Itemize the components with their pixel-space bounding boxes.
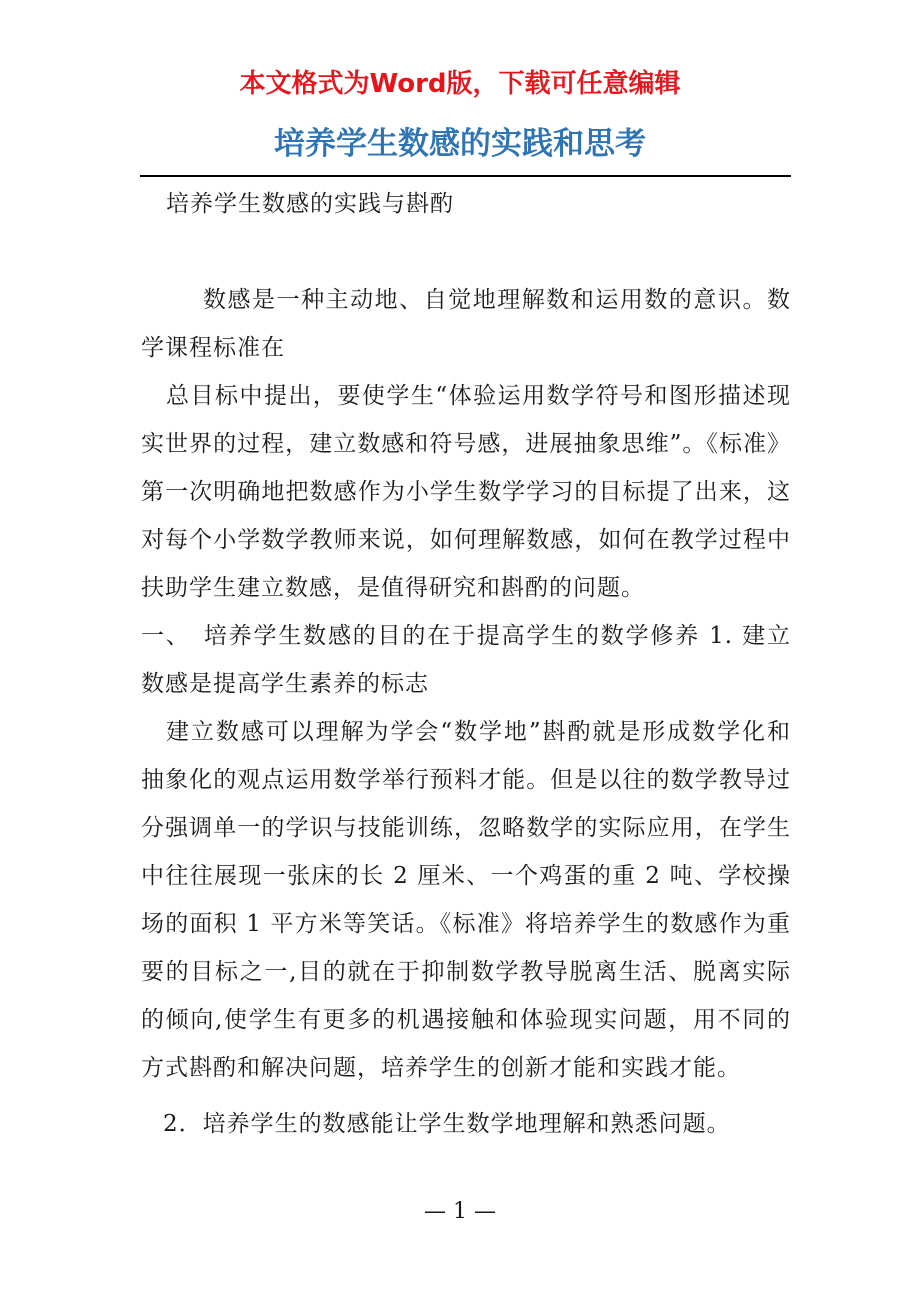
blank-line	[141, 228, 791, 276]
page-number: — 1 —	[424, 1199, 496, 1224]
point-heading-2: 2．培养学生的数感能让学生数学地理解和熟悉问题。	[163, 1111, 731, 1137]
paragraph-intro: 数感是一种主动地、自觉地理解数和运用数的意识。数学课程标准在	[141, 287, 791, 361]
paragraph-goal: 总目标中提出，要使学生“体验运用数学符号和图形描述现实世界的过程，建立数感和符号感，进展抽象思维”。《标准》第一次明确地把数感作为小学生数学学习的目标提了出来，这对每个小学数学教师来说，如何理解数感，如何在教学过程中扶助学生建立数感，是值得研究和斟酌的问题。	[141, 383, 791, 601]
subtitle: 培养学生数感的实践与斟酌	[166, 191, 454, 217]
title-divider	[140, 175, 791, 177]
paragraph-body-1: 建立数感可以理解为学会“数学地”斟酌就是形成数学化和抽象化的观点运用数学举行预料才能。但是以往的数学教导过分强调单一的学识与技能训练，忽略数学的实际应用，在学生中往往展现一张床的长 2 厘米、一个鸡蛋的重 2 吨、学校操场的面积 1 平方米等笑话。《标准》将培养学生的数感作为重要的目标之一,目的就在于抑制数学教导脱离生活、脱离实际的倾向,使学生有更多的机遇接触和体验现实问题，用不同的方式斟酌和解决问题，培养学生的创新才能和实践才能。	[141, 719, 791, 1081]
document-body	[141, 180, 791, 1148]
download-banner: 本文格式为Word版，下载可任意编辑	[239, 69, 681, 99]
document-title: 培养学生数感的实践和思考	[274, 126, 646, 162]
section-heading-1: 一、 培养学生数感的目的在于提高学生的数学修养 1. 建立数感是提高学生素养的标志	[141, 623, 791, 697]
